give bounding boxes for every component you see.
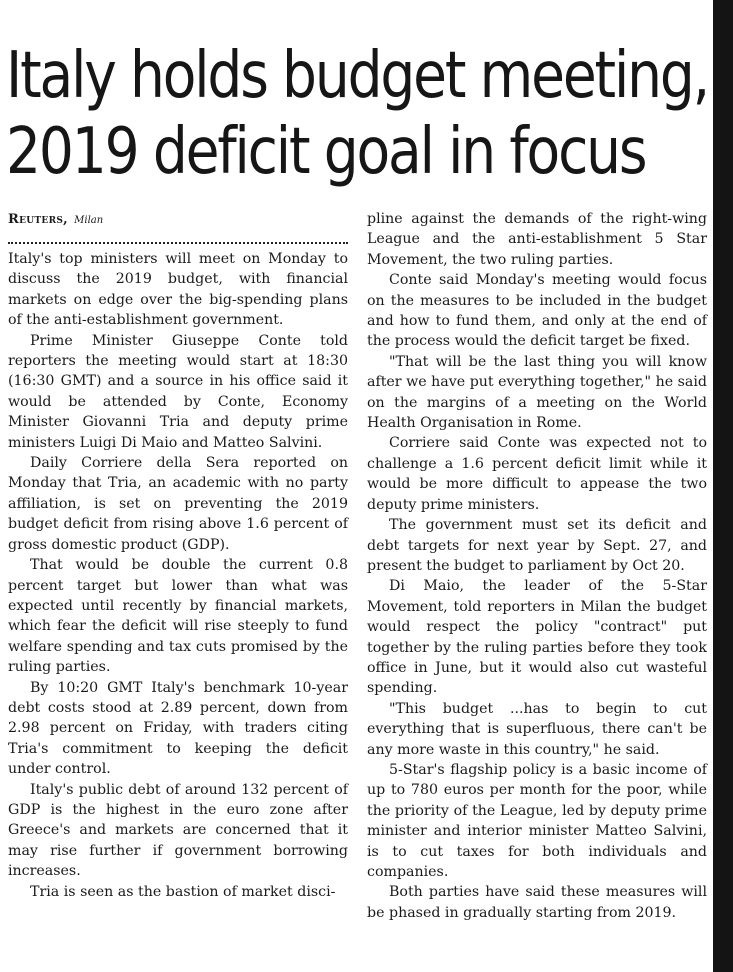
- paragraph: That would be double the current 0.8 percent target but lower than what was expected until recently by financial markets, which fear the deficit will rise steeply to fund welfare spending and tax cuts promised by the ruling parties.: [8, 557, 348, 676]
- paragraph: Conte said Monday's meeting would focus on the measures to be included in the budget and how to fund them, and only at the end of the process would the deficit target be fixed.: [367, 272, 707, 350]
- article-column-1: [8, 249, 348, 902]
- byline-divider: [8, 242, 348, 244]
- paragraph: The government must set its deficit and debt targets for next year by Sept. 27, and present the budget to parliament by Oct 20.: [367, 517, 707, 574]
- paragraph: "This budget ...has to begin to cut everything that is superfluous, there can't be any more waste in this country," he said.: [367, 700, 707, 758]
- paragraph: Di Maio, the leader of the 5-Star Movement, told reporters in Milan the budget would respect the policy "contract" put together by the ruling parties before they took office in June, but it would also cut wasteful spending.: [367, 578, 707, 697]
- byline: [8, 212, 348, 227]
- paragraph: Daily Corriere della Sera reported on Monday that Tria, an academic with no party affiliation, is set on preventing the 2019 budget deficit from rising above 1.6 percent of gross domestic product (GDP).: [8, 455, 348, 553]
- paragraph: "That will be the last thing you will know after we have put everything together," he said on the margins of a meeting on the World Health Organisation in Rome.: [367, 353, 707, 432]
- page-edge-bar: [713, 0, 733, 972]
- paragraph: Tria is seen as the bastion of market disci-: [30, 883, 336, 900]
- headline-line-2: 2019 deficit goal in focus: [6, 115, 646, 189]
- headline: [6, 38, 708, 190]
- byline-agency: Reuters,: [8, 212, 68, 227]
- paragraph: Corriere said Conte was expected not to challenge a 1.6 percent deficit limit while it would be more difficult to appease the two deputy prime ministers.: [367, 435, 707, 513]
- paragraph: pline against the demands of the right-wing League and the anti-establishment 5 Star Movement, the two ruling parties.: [367, 211, 707, 268]
- headline-line-1: Italy holds budget meeting,: [6, 39, 708, 113]
- paragraph: Italy's public debt of around 132 percent of GDP is the highest in the euro zone after Greece's and markets are concerned that it may rise further if government borrowing increases.: [8, 781, 348, 880]
- paragraph: Prime Minister Giuseppe Conte told reporters the meeting would start at 18:30 (16:30 GMT) and a source in his office said it would be attended by Conte, Economy Minister Giovanni Tria and deputy prime ministers Luigi Di Maio and Matteo Salvini.: [8, 332, 348, 451]
- paragraph: Both parties have said these measures will be phased in gradually starting from 2019.: [367, 884, 707, 921]
- byline-location: Milan: [74, 215, 104, 226]
- article-column-2: [367, 209, 707, 923]
- paragraph: Italy's top ministers will meet on Monday to discuss the 2019 budget, with financial markets on edge over the big-spending plans of the anti-establishment government.: [8, 251, 348, 329]
- paragraph: By 10:20 GMT Italy's benchmark 10-year debt costs stood at 2.89 percent, down from 2.98 percent on Friday, with traders citing Tria's commitment to keeping the deficit under control.: [8, 679, 348, 778]
- paragraph: 5-Star's flagship policy is a basic income of up to 780 euros per month for the poor, while the priority of the League, led by deputy prime minister and interior minister Matteo Salvini, is to cut taxes for both individuals and companies.: [367, 761, 707, 880]
